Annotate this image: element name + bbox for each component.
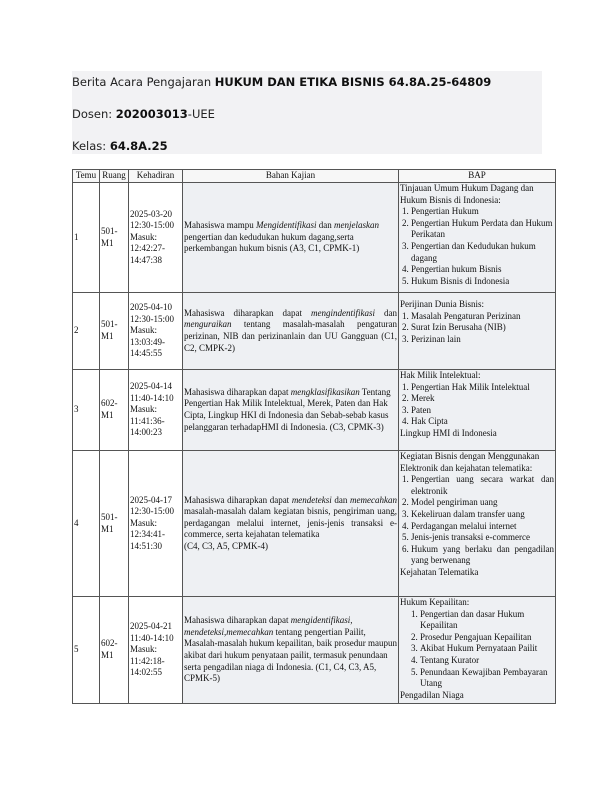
bap-item: 6. Hukum yang berlaku dan pengadilan yang berwenang xyxy=(411,544,554,567)
text: Mahasiswa diharapkan dapat xyxy=(184,494,292,505)
keyword: mendeteksi xyxy=(291,494,332,505)
col-ruang: Ruang xyxy=(100,170,129,183)
bap-outro: Kejahatan Telematika xyxy=(400,566,479,577)
bap-cell xyxy=(399,451,556,597)
col-bahan-kajian: Bahan Kajian xyxy=(183,170,399,183)
time-out: 14:51:30 xyxy=(130,540,163,551)
masuk-label: Masuk: xyxy=(130,325,157,336)
ruang-cell: 602-M1 xyxy=(100,370,129,451)
bahan-kajian-cell xyxy=(183,183,399,293)
text: tentang pengertian Pailit, Masalah-masalah hukum kepailitan, baik prosedur maupun akibat dari hukum penyataan pailit, termasuk penundaan serta pengadilan niaga di Indonesia. (C1, C4, C3, A5, CPMK-5) xyxy=(184,626,397,684)
col-bap: BAP xyxy=(399,170,556,183)
text: dan xyxy=(331,494,351,505)
text: dan xyxy=(316,220,334,231)
bap-item: 4. Tentang Kurator xyxy=(420,655,554,667)
bahan-kajian-cell xyxy=(183,370,399,451)
time: 12:30-15:00 xyxy=(130,220,174,231)
text: Tentang Pengertian Hak Milik Intelektual, Merek, Paten dan Hak Cipta, Lingkup HKI di Indonesia dan Sebab-sebab kasus pelanggaran terhadapHMI di Indonesia. (C3, CPMK-3) xyxy=(184,386,391,432)
kehadiran-cell xyxy=(129,183,183,293)
bap-item: 2. Merek xyxy=(411,393,554,405)
text: Mahasiswa diharapkan dapat xyxy=(184,386,291,397)
bap-item: 1. Pengertian dan dasar Hukum Kepailitan xyxy=(420,609,554,632)
bap-item: 2. Surat Izin Berusaha (NIB) xyxy=(411,322,554,334)
time-out: 14:02:55 xyxy=(130,667,163,678)
bap-item: 5. Jenis-jenis transaksi e-commerce xyxy=(411,532,554,544)
time-in: 13:03:49- xyxy=(130,336,165,347)
bap-intro: Hukum Kepailitan: xyxy=(400,597,470,607)
bap-item: 4. Hak Cipta xyxy=(411,416,554,428)
bap-item: 3. Paten xyxy=(411,405,554,417)
keyword: Mengidentifikasi xyxy=(256,220,317,231)
text: Mahasiswa diharapkan dapat xyxy=(184,615,291,626)
date: 2025-04-10 xyxy=(130,302,172,313)
bap-outro: Pengadilan Niaga xyxy=(400,689,464,700)
bap-cell xyxy=(399,183,556,293)
time-out: 14:47:38 xyxy=(130,254,163,265)
bap-item: 1. Pengertian Hukum xyxy=(411,206,554,218)
bap-item: 3. Kekeliruan dalam transfer uang xyxy=(411,509,554,521)
ruang-cell: 501-M1 xyxy=(100,293,129,370)
table-header-row xyxy=(73,170,556,183)
bap-intro: Tinjauan Umum Hukum Dagang dan Hukum Bisnis di Indonesia: xyxy=(400,183,534,205)
table-row xyxy=(73,183,556,293)
ruang-cell: 501-M1 xyxy=(100,451,129,597)
date: 2025-04-21 xyxy=(130,621,172,632)
keyword: menjelaskan xyxy=(334,220,379,231)
temu-cell: 1 xyxy=(73,183,100,293)
kehadiran-cell xyxy=(129,293,183,370)
bap-item: 3. Pengertian dan Kedudukan hukum dagang xyxy=(411,241,554,264)
text: Mahasiswa diharapkan dapat xyxy=(184,307,311,318)
time: 11:40-14:10 xyxy=(130,632,174,643)
class-line xyxy=(72,139,168,153)
temu-cell: 3 xyxy=(73,370,100,451)
time: 12:30-15:00 xyxy=(130,313,174,324)
meeting-table xyxy=(72,169,556,704)
text: tentang masalah-masalah pengaturan perizinan, NIB dan perizinanlain dan UU Gangguan (C1, C2, CMPK-2) xyxy=(184,319,397,353)
text: pengertian dan kedudukan hukum dagang,serta perkembangan hukum bisnis (A3, C1, CPMK-1) xyxy=(184,231,360,254)
bahan-kajian-cell xyxy=(183,597,399,704)
lecturer-line xyxy=(72,107,215,121)
text: masalah-masalah dalam kegiatan bisnis, pengiriman uang, perdagangan melalui internet, jenis-jenis transaksi e-commerce, serta kejahatan telematika xyxy=(184,506,397,540)
bap-outro: Lingkup HMI di Indonesia xyxy=(400,427,497,438)
date: 2025-03-20 xyxy=(130,208,172,219)
bap-item: 5. Penundaan Kewajiban Pembayaran Utang xyxy=(420,667,554,690)
title-prefix: Berita Acara Pengajaran xyxy=(72,75,215,89)
col-kehadiran: Kehadiran xyxy=(129,170,183,183)
masuk-label: Masuk: xyxy=(130,644,157,655)
col-temu: Temu xyxy=(73,170,100,183)
bap-item: 3. Akibat Hukum Pernyataan Pailit xyxy=(420,643,554,655)
keyword: menguraikan xyxy=(184,319,232,330)
text: Mahasiswa mampu xyxy=(184,220,256,231)
bap-intro: Perijinan Dunia Bisnis: xyxy=(400,299,484,309)
bap-item: 3. Perizinan lain xyxy=(411,334,554,346)
table-row xyxy=(73,293,556,370)
bap-cell xyxy=(399,370,556,451)
time-in: 12:42:27- xyxy=(130,243,165,254)
temu-cell: 2 xyxy=(73,293,100,370)
time-out: 14:00:23 xyxy=(130,427,163,438)
text: dan xyxy=(375,307,398,318)
keyword: mengindentifikasi xyxy=(311,307,375,318)
bahan-kajian-cell xyxy=(183,293,399,370)
bap-intro: Kegiatan Bisnis dengan Menggunakan Elektronik dan kejahatan telematika: xyxy=(400,451,540,473)
keyword: memecahkan xyxy=(350,494,398,505)
time-out: 14:45:55 xyxy=(130,348,163,359)
class-label: Kelas: xyxy=(72,139,110,153)
bap-item: 1. Pengertian uang secara warkat dan elektronik xyxy=(411,474,554,497)
ruang-cell: 602-M1 xyxy=(100,597,129,704)
bap-item: 1. Pengertian Hak Milik Intelektual xyxy=(411,382,554,394)
bap-item: 2. Prosedur Pengajuan Kepailitan xyxy=(420,632,554,644)
lecturer-suffix: -UEE xyxy=(187,107,215,121)
masuk-label: Masuk: xyxy=(130,404,157,415)
bap-item: 1. Masalah Pengaturan Perizinan xyxy=(411,311,554,323)
bap-cell xyxy=(399,293,556,370)
time-in: 12:34:41- xyxy=(130,529,165,540)
bap-item: 4. Pengertian hukum Bisnis xyxy=(411,264,554,276)
date: 2025-04-17 xyxy=(130,494,172,505)
table-row xyxy=(73,451,556,597)
temu-cell: 5 xyxy=(73,597,100,704)
text: (C4, C3, A5, CPMK-4) xyxy=(184,540,269,551)
bahan-kajian-cell xyxy=(183,451,399,597)
bap-cell xyxy=(399,597,556,704)
temu-cell: 4 xyxy=(73,451,100,597)
table-row xyxy=(73,370,556,451)
keyword: mengklasifikasikan xyxy=(290,386,360,397)
time-in: 11:42:18- xyxy=(130,655,165,666)
lecturer-id: 202003013 xyxy=(115,107,188,121)
course-name: HUKUM DAN ETIKA BISNIS 64.8A.25-64809 xyxy=(214,75,492,89)
report-header xyxy=(72,71,542,154)
kehadiran-cell xyxy=(129,370,183,451)
kehadiran-cell xyxy=(129,451,183,597)
bap-item: 4. Perdagangan melalui internet xyxy=(411,521,554,533)
report-title xyxy=(72,75,491,89)
bap-item: 2. Pengertian Hukum Perdata dan Hukum Perikatan xyxy=(411,218,554,241)
time: 11:40-14:10 xyxy=(130,392,174,403)
class-value: 64.8A.25 xyxy=(109,139,168,153)
time-in: 11:41:36- xyxy=(130,415,165,426)
lecturer-label: Dosen: xyxy=(72,107,116,121)
bap-item: 5. Hukum Bisnis di Indonesia xyxy=(411,276,554,288)
ruang-cell: 501-M1 xyxy=(100,183,129,293)
table-row xyxy=(73,597,556,704)
bap-intro: Hak Milik Intelektual: xyxy=(400,370,481,380)
kehadiran-cell xyxy=(129,597,183,704)
bap-item: 2. Model pengiriman uang xyxy=(411,497,554,509)
masuk-label: Masuk: xyxy=(130,231,157,242)
masuk-label: Masuk: xyxy=(130,517,157,528)
date: 2025-04-14 xyxy=(130,381,172,392)
keyword: mengidentifikasi, mendeteksi,memecahkan xyxy=(184,615,353,637)
time: 12:30-15:00 xyxy=(130,506,174,517)
